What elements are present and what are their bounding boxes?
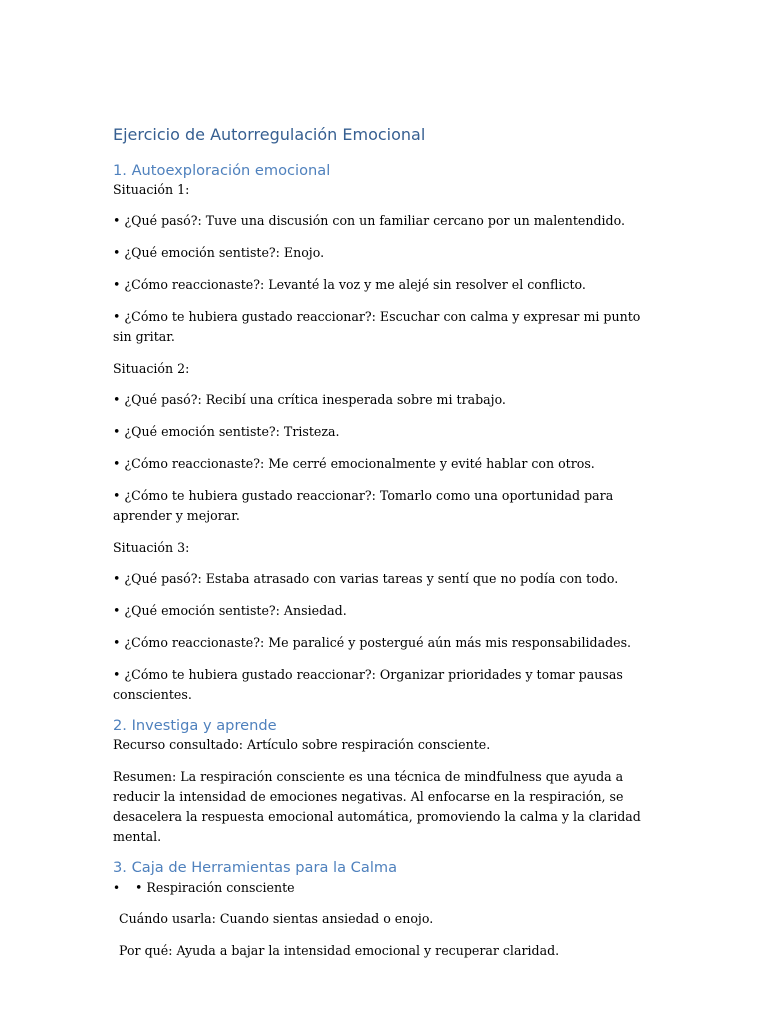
section-heading-autoexploracion: 1. Autoexploración emocional xyxy=(113,162,331,179)
tool-when-to-use: Cuándo usarla: Cuando sientas ansiedad o enojo. xyxy=(119,911,434,926)
situation-2-desired-reaction: • ¿Cómo te hubiera gustado reaccionar?: Tomarlo como una oportunidad para aprender y mejorar. xyxy=(113,488,614,523)
section-heading-caja-herramientas: 3. Caja de Herramientas para la Calma xyxy=(113,859,398,876)
situation-1-desired-reaction: • ¿Cómo te hubiera gustado reaccionar?: Escuchar con calma y expresar mi punto sin gritar. xyxy=(113,309,641,344)
situation-1-emotion: • ¿Qué emoción sentiste?: Enojo. xyxy=(113,245,325,260)
list-item xyxy=(113,878,658,898)
bullet-icon: • xyxy=(113,881,121,895)
situation-2-what-happened: • ¿Qué pasó?: Recibí una crítica inesperada sobre mi trabajo. xyxy=(113,392,506,407)
situation-3-reaction: • ¿Cómo reaccionaste?: Me paralicé y postergué aún más mis responsabilidades. xyxy=(113,635,632,650)
tool-item-respiracion: • Respiración consciente xyxy=(135,880,295,895)
situation-2-reaction: • ¿Cómo reaccionaste?: Me cerré emocionalmente y evité hablar con otros. xyxy=(113,456,595,471)
document-page xyxy=(113,124,658,973)
situation-3-emotion: • ¿Qué emoción sentiste?: Ansiedad. xyxy=(113,603,347,618)
resource-summary: Resumen: La respiración consciente es una técnica de mindfulness que ayuda a reducir la intensidad de emociones negativas. Al enfocarse en la respiración, se desacelera la respuesta emocional automática, promoviendo la calma y la claridad mental. xyxy=(113,769,641,844)
document-title: Ejercicio de Autorregulación Emocional xyxy=(113,125,426,144)
situation-3-what-happened: • ¿Qué pasó?: Estaba atrasado con varias tareas y sentí que no podía con todo. xyxy=(113,571,619,586)
situation-1-label: Situación 1: xyxy=(113,182,190,197)
situation-1-what-happened: • ¿Qué pasó?: Tuve una discusión con un familiar cercano por un malentendido. xyxy=(113,213,625,228)
resource-consulted: Recurso consultado: Artículo sobre respiración consciente. xyxy=(113,737,491,752)
situation-2-label: Situación 2: xyxy=(113,361,190,376)
situation-1-reaction: • ¿Cómo reaccionaste?: Levanté la voz y me alejé sin resolver el conflicto. xyxy=(113,277,586,292)
tool-why: Por qué: Ayuda a bajar la intensidad emocional y recuperar claridad. xyxy=(119,943,560,958)
situation-3-desired-reaction: • ¿Cómo te hubiera gustado reaccionar?: Organizar prioridades y tomar pausas conscientes. xyxy=(113,667,623,702)
section-heading-investiga: 2. Investiga y aprende xyxy=(113,717,277,734)
situation-3-label: Situación 3: xyxy=(113,540,190,555)
situation-2-emotion: • ¿Qué emoción sentiste?: Tristeza. xyxy=(113,424,340,439)
